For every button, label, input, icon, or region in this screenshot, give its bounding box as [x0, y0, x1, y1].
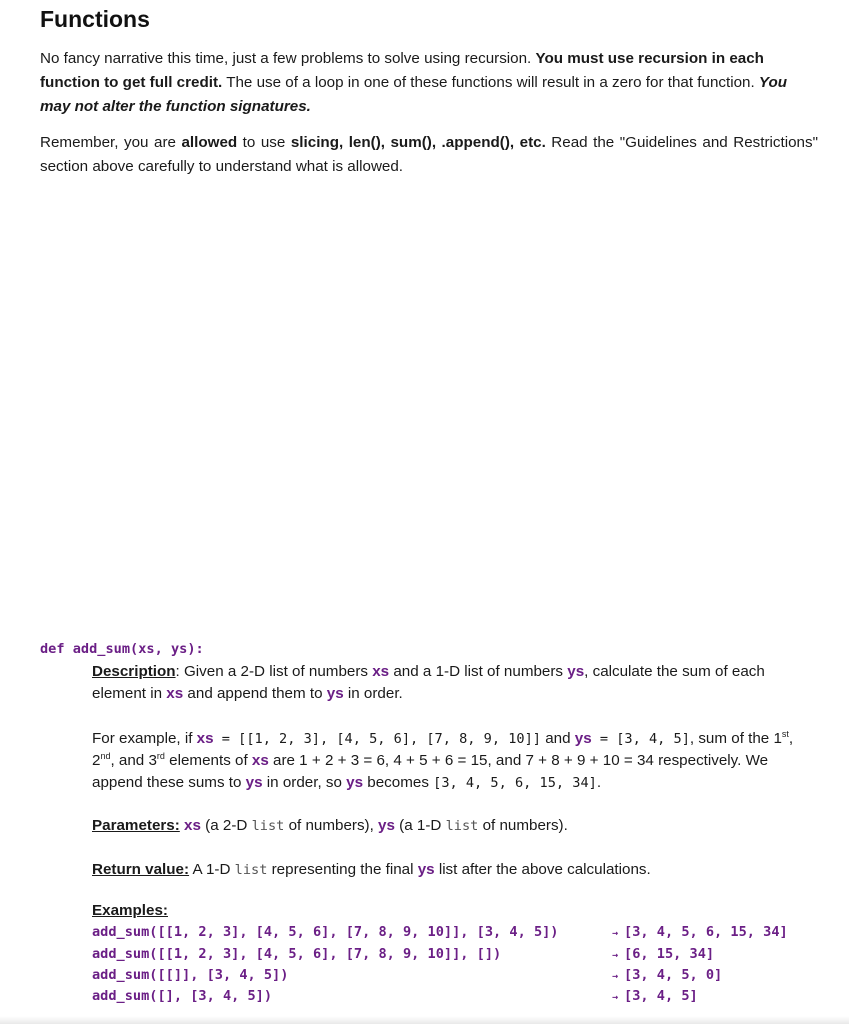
- ordinal-st: st: [781, 728, 789, 739]
- example-block: [92, 728, 820, 794]
- intro-text: No fancy narrative this time, just a few problems to solve using recursion.: [40, 50, 536, 67]
- reminder-paragraph: [40, 131, 818, 179]
- ys-ref: ys: [417, 861, 435, 878]
- parameters-label: Parameters:: [92, 817, 180, 834]
- xs-ref: xs: [196, 730, 214, 747]
- equals: =: [213, 731, 239, 747]
- recursion-requirement: You must use recursion in each function to get full credit.: [40, 50, 764, 91]
- example-result-value: [3, 4, 5]: [624, 988, 698, 1004]
- example-text-4: , 2: [92, 730, 794, 769]
- reminder-text-3: Read the "Guidelines and Restrictions" section above carefully to understand what is allowed.: [40, 134, 818, 175]
- example-text-6: elements of: [164, 752, 252, 769]
- example-end: .: [596, 774, 602, 791]
- ys-value: [3, 4, 5]: [616, 731, 690, 747]
- function-signature: def add_sum(xs, ys):: [40, 641, 204, 657]
- parameters-text-3: (a 1-D: [394, 817, 446, 834]
- return-text-1: A 1-D: [189, 861, 235, 878]
- example-call: add_sum([[]], [3, 4, 5]): [92, 967, 289, 983]
- example-result-row: [612, 967, 722, 983]
- xs-ref: xs: [372, 663, 390, 680]
- parameters-text-4: of numbers).: [478, 817, 568, 834]
- intro-paragraph: [40, 47, 818, 119]
- signature-warning: You may not alter the function signatures.: [40, 74, 788, 115]
- example-result-row: [612, 946, 714, 962]
- ordinal-nd: nd: [100, 750, 111, 761]
- reminder-text-2: to use: [237, 134, 291, 151]
- ys-ref: ys: [326, 685, 344, 702]
- description-text-4: and append them to: [183, 685, 327, 702]
- examples-label: Examples:: [92, 902, 168, 919]
- description-text-3: , calculate the sum of each element in: [92, 663, 765, 702]
- description-text-5: in order.: [343, 685, 403, 702]
- ys-ref: ys: [574, 730, 592, 747]
- reminder-text-1: Remember, you are: [40, 134, 182, 151]
- xs-value: [[1, 2, 3], [4, 5, 6], [7, 8, 9, 10]]: [238, 731, 541, 747]
- arrow-icon: →: [612, 950, 619, 961]
- list-type: list: [445, 818, 479, 834]
- example-text-2: and: [540, 730, 575, 747]
- equals: =: [591, 731, 617, 747]
- example-text-5: , and 3: [110, 752, 157, 769]
- list-type: list: [251, 818, 285, 834]
- reminder-allowed-list: slicing, len(), sum(), .append(), etc.: [290, 134, 546, 151]
- arrow-icon: →: [612, 928, 619, 939]
- return-value-block: [92, 859, 820, 881]
- description-label: Description: [92, 663, 176, 680]
- xs-ref: xs: [251, 752, 269, 769]
- example-result-row: [612, 924, 788, 940]
- return-text-2: representing the final: [267, 861, 418, 878]
- xs-ref: xs: [184, 817, 201, 834]
- example-result: [3, 4, 5, 6, 15, 34]: [433, 775, 597, 791]
- example-text-7: are 1 + 2 + 3 = 6, 4 + 5 + 6 = 15, and 7 + 8 + 9 + 10 = 34 respectively. We append these sums to: [92, 752, 769, 791]
- example-call: add_sum([[1, 2, 3], [4, 5, 6], [7, 8, 9, 10]], [3, 4, 5]): [92, 924, 559, 940]
- reminder-allowed: allowed: [181, 134, 238, 151]
- section-heading: Functions: [40, 6, 150, 32]
- example-text-8: in order, so: [262, 774, 347, 791]
- example-call: add_sum([[1, 2, 3], [4, 5, 6], [7, 8, 9, 10]], []): [92, 946, 502, 962]
- example-result-value: [3, 4, 5, 6, 15, 34]: [624, 924, 788, 940]
- intro-text-2: The use of a loop in one of these functions will result in a zero for that function.: [222, 74, 759, 91]
- ys-ref: ys: [346, 774, 364, 791]
- description-text-2: and a 1-D list of numbers: [389, 663, 568, 680]
- example-result-row: [612, 988, 698, 1004]
- arrow-icon: →: [612, 971, 619, 982]
- example-text-9: becomes: [363, 774, 434, 791]
- return-value-label: Return value:: [92, 861, 190, 878]
- example-result-value: [3, 4, 5, 0]: [624, 967, 723, 983]
- ys-ref: ys: [245, 774, 263, 791]
- description-text-1: : Given a 2-D list of numbers: [175, 663, 373, 680]
- parameters-text-2: of numbers),: [284, 817, 379, 834]
- ys-ref: ys: [567, 663, 585, 680]
- description-block: [92, 661, 820, 705]
- page-bottom-edge: [0, 1016, 849, 1024]
- example-text-3: , sum of the 1: [689, 730, 782, 747]
- parameters-block: [92, 815, 820, 837]
- xs-ref: xs: [166, 685, 184, 702]
- list-type: list: [234, 862, 268, 878]
- example-text-1: For example, if: [92, 730, 197, 747]
- ys-ref: ys: [378, 817, 395, 834]
- ordinal-rd: rd: [156, 750, 165, 761]
- arrow-icon: →: [612, 992, 619, 1003]
- example-result-value: [6, 15, 34]: [624, 946, 715, 962]
- return-text-3: list after the above calculations.: [434, 861, 651, 878]
- parameters-text-1: (a 2-D: [200, 817, 252, 834]
- example-call: add_sum([], [3, 4, 5]): [92, 988, 273, 1004]
